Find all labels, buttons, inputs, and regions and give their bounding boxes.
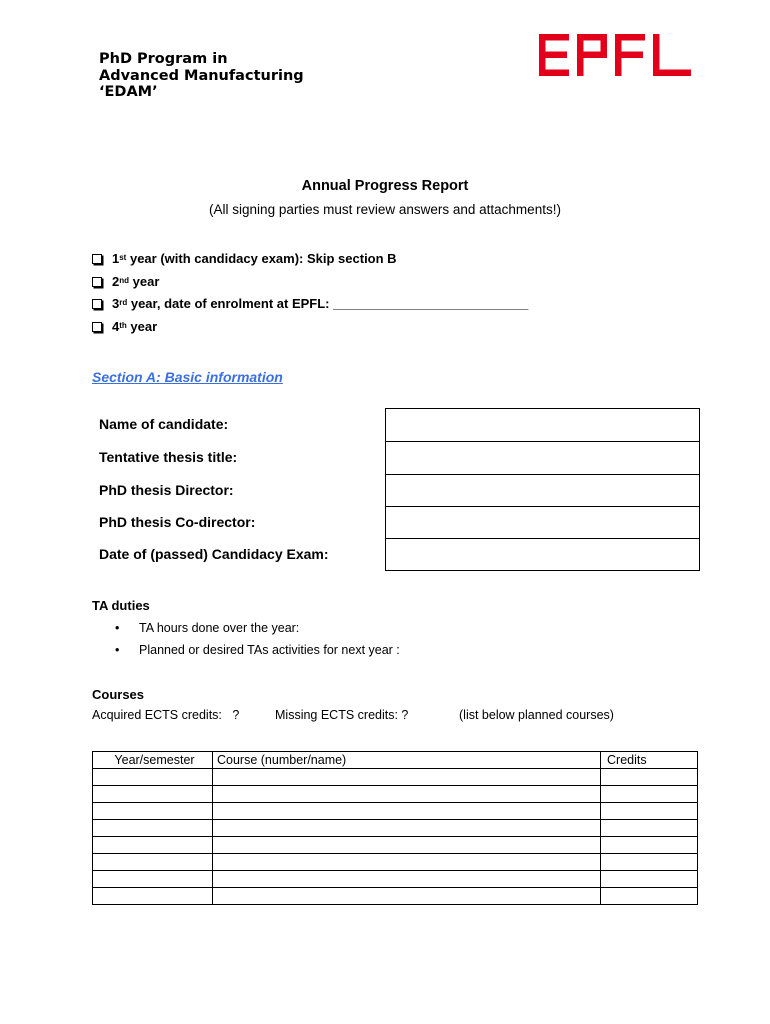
- table-row: [93, 888, 698, 905]
- cell[interactable]: [601, 871, 698, 888]
- program-title: [99, 51, 304, 101]
- year-num: 2: [112, 274, 120, 289]
- report-title: Annual Progress Report: [301, 178, 469, 194]
- cell[interactable]: [213, 888, 601, 905]
- col-course: Course (number/name): [213, 752, 601, 769]
- year-num: 1: [112, 251, 120, 266]
- year-option-4[interactable]: 4 $^{th}$ year: [92, 318, 157, 336]
- courses-note: (list below planned courses): [459, 708, 614, 722]
- cell[interactable]: [601, 786, 698, 803]
- section-a-title: Section A: Basic information: [92, 369, 283, 385]
- cell[interactable]: [601, 888, 698, 905]
- cell[interactable]: [93, 871, 213, 888]
- program-line-2: Advanced Manufacturing: [99, 67, 304, 84]
- year-option-1[interactable]: 1 $^{st}$ year (with candidacy exam): Skip section B: [92, 250, 397, 268]
- table-row: [93, 871, 698, 888]
- table-row: [93, 820, 698, 837]
- name-field[interactable]: [385, 408, 700, 441]
- cell[interactable]: [213, 837, 601, 854]
- cell[interactable]: [93, 769, 213, 786]
- cell[interactable]: [601, 820, 698, 837]
- cell[interactable]: [93, 837, 213, 854]
- ta-hours-item: TA hours done over the year:: [139, 621, 300, 635]
- year-num: 3: [112, 296, 120, 311]
- year-option-2[interactable]: 2 $^{nd}$ year: [92, 273, 159, 291]
- cell[interactable]: [93, 820, 213, 837]
- cell[interactable]: [213, 871, 601, 888]
- cell[interactable]: [601, 803, 698, 820]
- table-header-row: [93, 752, 698, 769]
- co-director-label: PhD thesis Co-director:: [99, 514, 256, 530]
- year-option-3[interactable]: 3 $^{rd}$ year, date of enrolment at EPFL: ___________________________: [92, 295, 528, 313]
- table-row: [93, 786, 698, 803]
- year-text: year (with candidacy exam): Skip section B: [126, 251, 397, 266]
- candidacy-date-label: Date of (passed) Candidacy Exam:: [99, 546, 329, 562]
- checkbox-1[interactable]: [92, 254, 102, 264]
- checkbox-3[interactable]: [92, 299, 102, 309]
- year-num: 4: [112, 319, 120, 334]
- cell[interactable]: [213, 786, 601, 803]
- program-line-3: ‘EDAM’: [99, 84, 158, 100]
- acquired-ects: Acquired ECTS credits: ?: [92, 708, 240, 722]
- name-label: Name of candidate:: [99, 416, 229, 432]
- cell[interactable]: [601, 837, 698, 854]
- cell[interactable]: [93, 786, 213, 803]
- col-credits: Credits: [601, 752, 698, 769]
- ta-duties-heading: TA duties: [92, 598, 150, 613]
- program-line-1: PhD Program in: [99, 51, 228, 67]
- cell[interactable]: [601, 854, 698, 871]
- courses-heading: Courses: [92, 687, 145, 702]
- co-director-field[interactable]: [385, 506, 700, 538]
- candidacy-date-field[interactable]: [385, 538, 700, 571]
- thesis-title-field[interactable]: [385, 441, 700, 474]
- table-row: [93, 837, 698, 854]
- ta-planned-item: Planned or desired TAs activities for next year :: [139, 643, 400, 657]
- courses-table: [92, 751, 698, 905]
- checkbox-2[interactable]: [92, 277, 102, 287]
- cell[interactable]: [93, 888, 213, 905]
- director-label: PhD thesis Director:: [99, 482, 234, 498]
- bullet: •: [115, 643, 120, 657]
- cell[interactable]: [213, 854, 601, 871]
- bullet: •: [115, 621, 120, 635]
- director-field[interactable]: [385, 474, 700, 506]
- year-text: year: [126, 319, 158, 334]
- cell[interactable]: [93, 803, 213, 820]
- checkbox-4[interactable]: [92, 322, 102, 332]
- table-row: [93, 769, 698, 786]
- thesis-title-label: Tentative thesis title:: [99, 449, 238, 465]
- cell[interactable]: [93, 854, 213, 871]
- epfl-logo: [539, 34, 691, 76]
- year-text: year, date of enrolment at EPFL: ___________________________: [127, 296, 529, 311]
- report-subtitle: (All signing parties must review answers and attachments!): [209, 202, 561, 217]
- missing-ects: Missing ECTS credits: ?: [275, 708, 409, 722]
- cell[interactable]: [601, 769, 698, 786]
- cell[interactable]: [213, 820, 601, 837]
- year-text: year: [129, 274, 160, 289]
- cell[interactable]: [213, 803, 601, 820]
- table-row: [93, 854, 698, 871]
- cell[interactable]: [213, 769, 601, 786]
- table-row: [93, 803, 698, 820]
- col-year-semester: Year/semester: [93, 752, 213, 769]
